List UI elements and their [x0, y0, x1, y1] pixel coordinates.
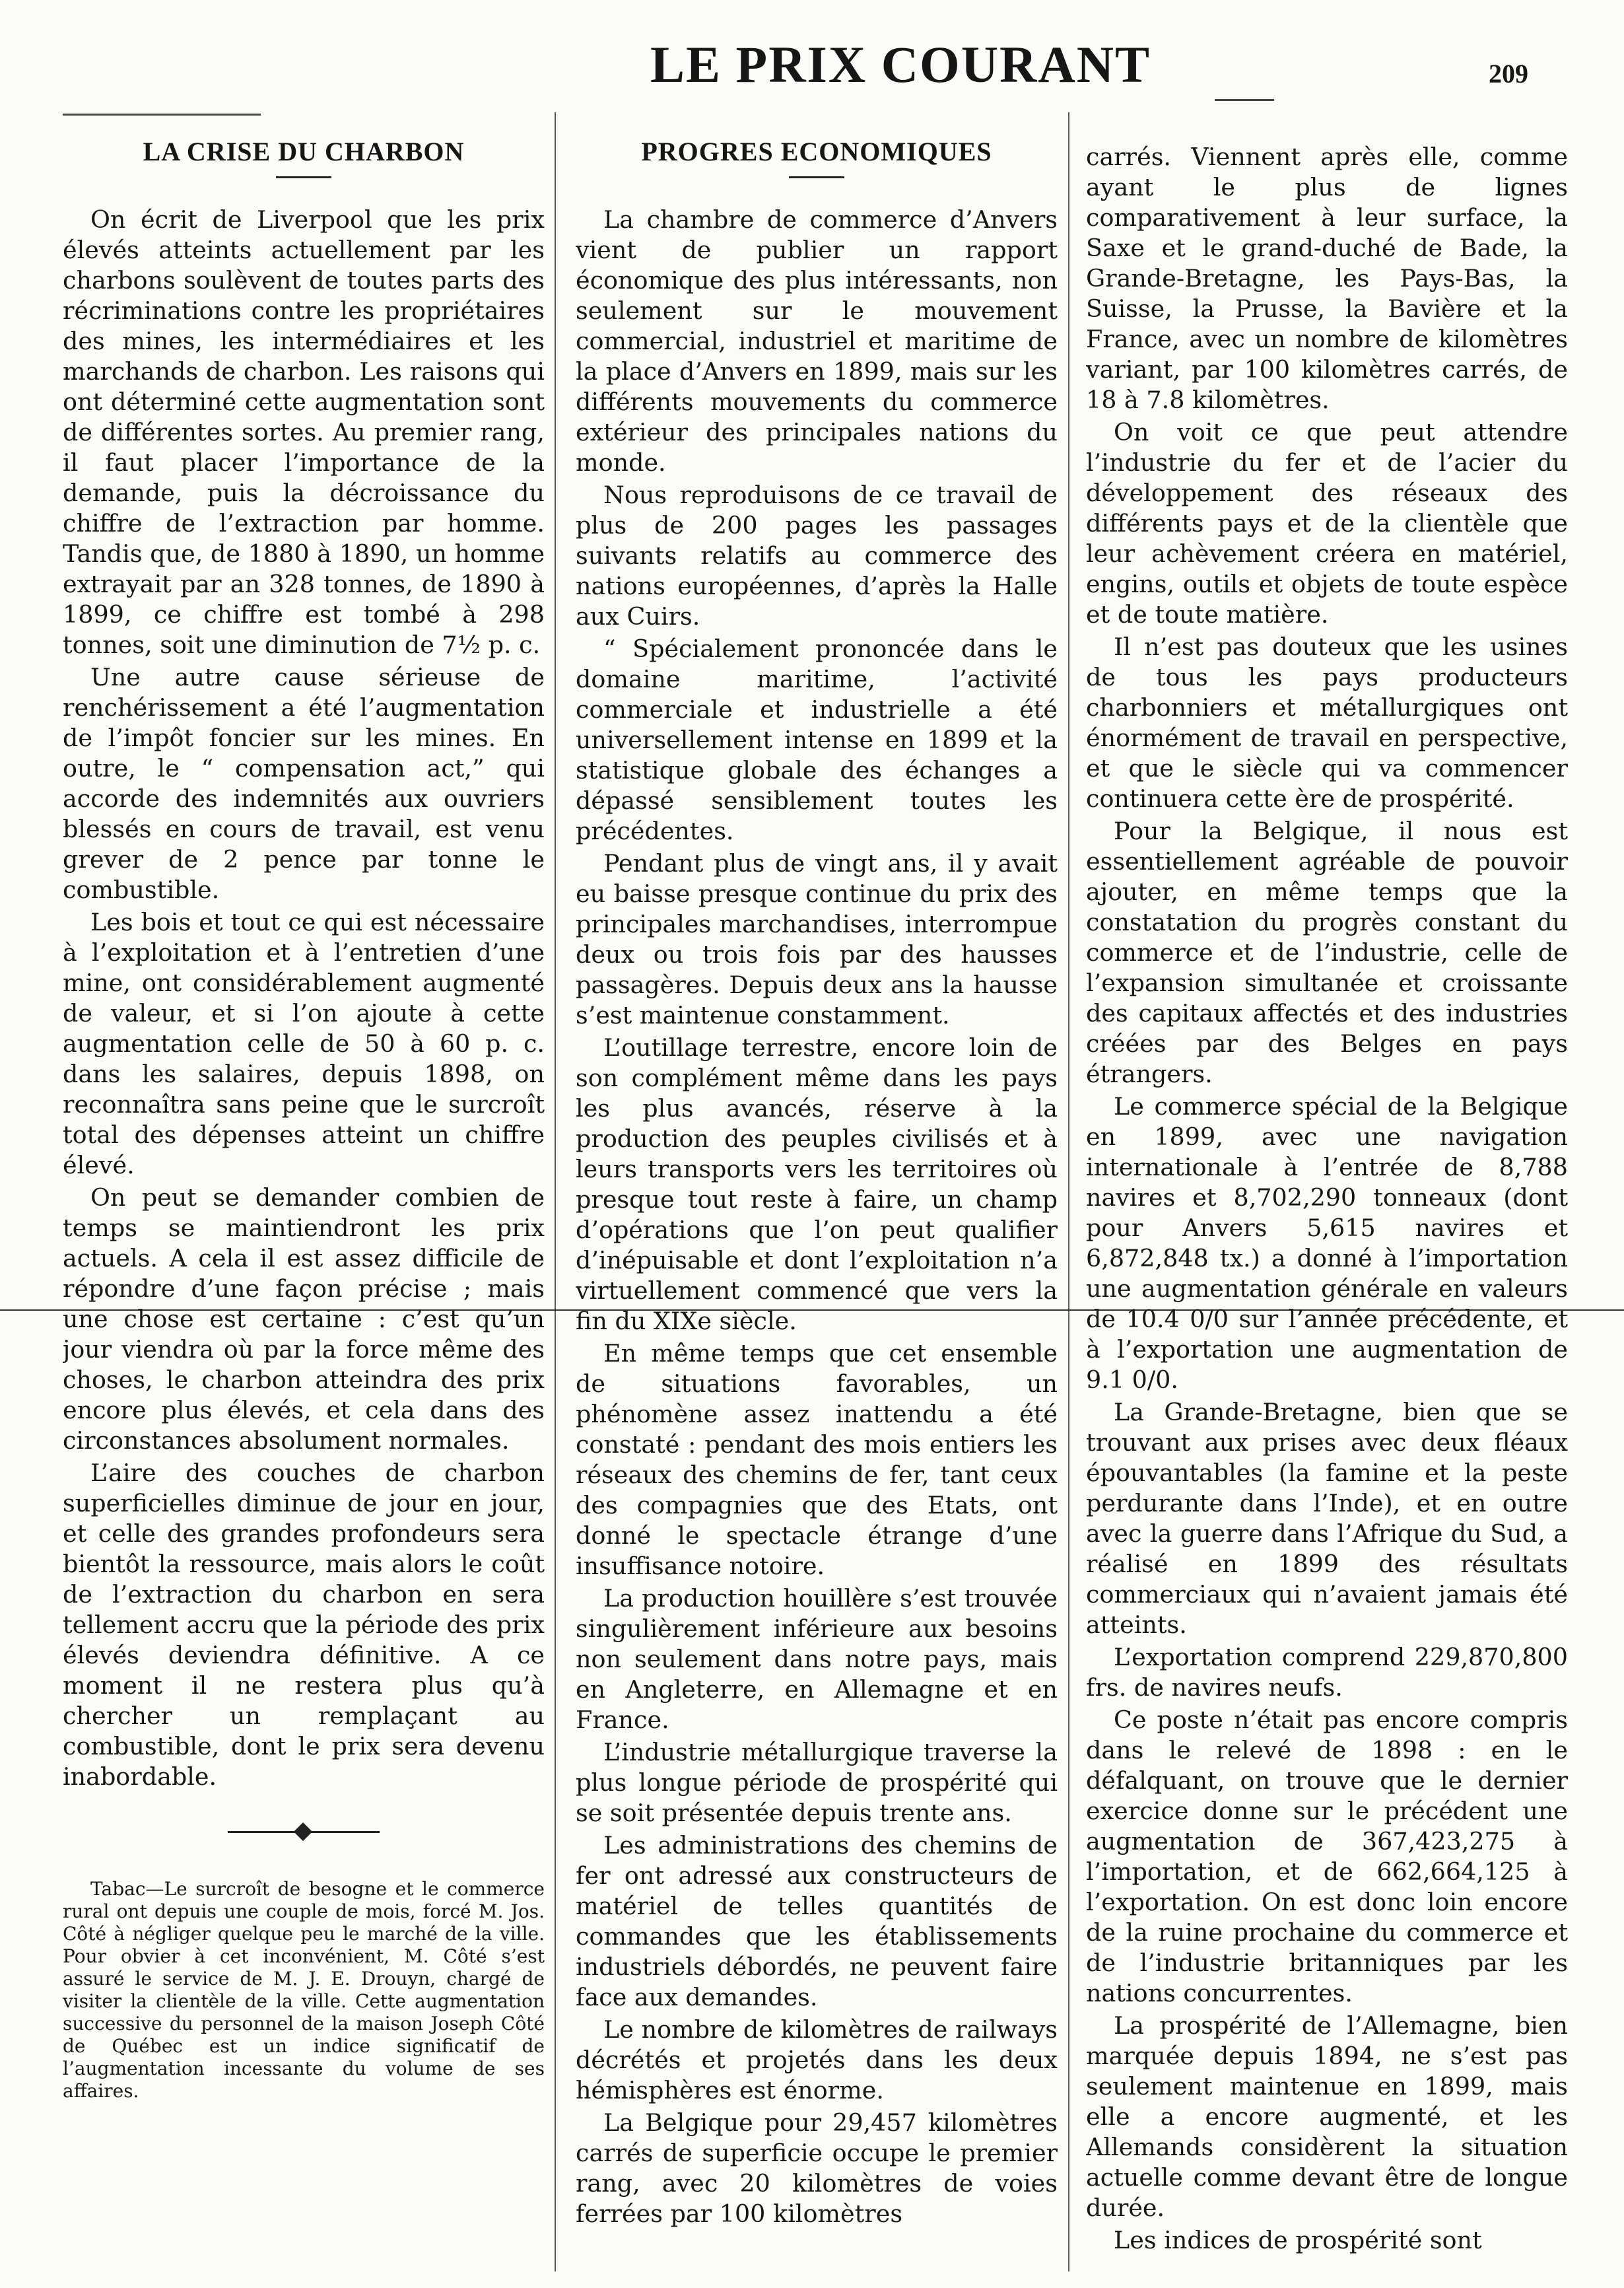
paragraph: Le commerce spécial de la Belgique en 1899, avec une navigation internationale à l’entrée de 8,788 navires et 8,702,290 tonneaux (dont pour Anvers 5,615 navires et 6,872,848 tx.) a donné à l’importation une augmentation générale en valeurs de 10.4 0/0 sur l’année précédente, et à l’exportation une augmentation de 9.1 0/0. [1086, 1092, 1568, 1394]
divider-ornament [228, 1825, 380, 1838]
paragraph: Le nombre de kilomètres de railways décrétés et projetés dans les deux hémisphères est énorme. [576, 2015, 1058, 2104]
paragraph: On voit ce que peut attendre l’industrie du fer et de l’acier du développement des réseaux des différents pays et de la clientèle que leur achèvement créera en matériel, engins, outils et objets de toute espèce et de toute matière. [1086, 418, 1568, 629]
page-number: 209 [1489, 59, 1528, 88]
paragraph: En même temps que cet ensemble de situations favorables, un phénomène assez inattendu a été constaté : pendant des mois entiers les réseaux des chemins de fer, tant ceux des compagnies que des Etats, ont donné le spectacle étrange d’une insuffisance notoire. [576, 1339, 1058, 1580]
paragraph: Nous reproduisons de ce travail de plus de 200 pages les passages suivants relatifs au commerce des nations européennes, d’après la Halle aux Cuirs. [576, 481, 1058, 631]
paragraph: L’aire des couches de charbon superficielles diminue de jour en jour, et celle des grandes profondeurs sera bientôt la ressource, mais alors le coût de l’extraction du charbon en sera tellement accru que la période des prix élevés deviendra définitive. A ce moment il ne restera plus qu’à chercher un remplaçant au combustible, dont le prix sera devenu inabordable. [63, 1459, 545, 1791]
paragraph: La production houillère s’est trouvée singulièrement inférieure aux besoins non seulement dans notre pays, mais en Angleterre, en Allemagne et en France. [576, 1584, 1058, 1734]
paragraph: L’exportation comprend 229,870,800 frs. de navires neufs. [1086, 1643, 1568, 1702]
paragraph: La Belgique pour 29,457 kilomètres carrés de superficie occupe le premier rang, avec 20 kilomètres de voies ferrées par 100 kilomètres [576, 2108, 1058, 2228]
paragraph: Les bois et tout ce qui est nécessaire à l’exploitation et à l’entretien d’une mine, ont considérablement augmenté de valeur, et si l’on ajoute à cette augmentation celle de 50 à 60 p. c. dans les salaires, depuis 1898, on reconnaîtra sans peine que le surcroît total des dépenses atteint un chiffre élevé. [63, 908, 545, 1179]
paragraph: Ce poste n’était pas encore compris dans le relevé de 1898 : en le défalquant, on trouve que le dernier exercice donne sur le précédent une augmentation de 367,423,275 à l’importation, et de 662,664,125 à l’exportation. On est donc loin encore de la ruine prochaine du commerce et de l’industrie britanniques par les nations concurrentes. [1086, 1706, 1568, 2007]
paragraph: “ Spécialement prononcée dans le domaine maritime, l’activité commerciale et industrielle a été universellement intense en 1899 et la statistique globale des échanges a dépassé sensiblement toutes les précédentes. [576, 635, 1058, 845]
column-rule-2 [1068, 112, 1069, 2271]
paragraph: L’industrie métallurgique traverse la plus longue période de prospérité qui se soit présentée depuis trente ans. [576, 1738, 1058, 1827]
paragraph: Pour la Belgique, il nous est essentiellement agréable de pouvoir ajouter, en même temps que la constatation du progrès constant du commerce et de l’industrie, celle de l’expansion simultanée et croissante des capitaux affectés et des industries créées par des Belges en pays étrangers. [1086, 817, 1568, 1088]
masthead: LE PRIX COURANT [650, 36, 1151, 93]
paragraph: Une autre cause sérieuse de renchérissement a été l’augmentation de l’impôt foncier sur les mines. En outre, le “ compensation act,” qui accorde des indemnités aux ouvriers blessés en cours de travail, est venu grever de 2 pence par tonne le combustible. [63, 663, 545, 904]
paragraph: Les administrations des chemins de fer ont adressé aux constructeurs de matériel de telles quantités de commandes que les établissements industriels débordés, ne peuvent faire face aux demandes. [576, 1831, 1058, 2011]
column-2 [576, 129, 1058, 2275]
paragraph: On peut se demander combien de temps se maintiendront les prix actuels. A cela il est assez difficile de répondre d’une façon précise ; mais une chose est certaine : c’est qu’un jour viendra où par la force même des choses, le charbon atteindra des prix encore plus élevés, et cela dans des circonstances absolument normales. [63, 1183, 545, 1455]
title-rule [276, 176, 331, 178]
paragraph-continued: carrés. Viennent après elle, comme ayant le plus de lignes comparativement à leur surface, la Saxe et le grand-duché de Bade, la Grande-Bretagne, les Pays-Bas, la Suisse, la Prusse, la Bavière et la France, avec un nombre de kilomètres variant, par 100 kilomètres carrés, de 18 à 7.8 kilomètres. [1086, 143, 1568, 414]
top-rule-left [63, 114, 261, 116]
article-title-crise-du-charbon: LA CRISE DU CHARBON [143, 137, 465, 166]
paragraph: Il n’est pas douteux que les usines de tous les pays producteurs charbonniers et métallurgiques ont énormément de travail en perspective, et que le siècle qui va commencer continuera cette ère de prospérité. [1086, 633, 1568, 813]
column-1 [63, 129, 545, 2275]
title-rule [789, 176, 844, 178]
tabac-note [63, 1878, 545, 2102]
paragraph: La prospérité de l’Allemagne, bien marquée depuis 1894, ne s’est pas seulement maintenue en 1899, mais elle a encore augmenté, et les Allemands considèrent la situation actuelle comme devant être de longue durée. [1086, 2011, 1568, 2222]
top-rule-right [1215, 99, 1274, 101]
paragraph: Les indices de prospérité sont [1114, 2226, 1482, 2254]
paragraph: La Grande-Bretagne, bien que se trouvant aux prises avec deux fléaux épouvantables (la famine et la peste perdurante dans l’Inde), et en outre avec la guerre dans l’Afrique du Sud, a réalisé en 1899 des résultats commerciaux qui n’avaient jamais été atteints. [1086, 1398, 1568, 1639]
article-title-progres-economiques: PROGRES ECONOMIQUES [641, 137, 992, 166]
column-rule-1 [555, 112, 556, 2271]
paragraph: La chambre de commerce d’Anvers vient de publier un rapport économique des plus intéressants, non seulement sur le mouvement commercial, industriel et maritime de la place d’Anvers en 1899, mais sur les différents mouvements du commerce extérieur des principales nations du monde. [576, 205, 1058, 477]
tabac-note-text: Tabac—Le surcroît de besogne et le commerce rural ont depuis une couple de mois, forcé M. Jos. Côté à négliger quelque peu le marché de la ville. Pour obvier à cet inconvénient, M. Côté s’est assuré le service de M. J. E. Drouyn, chargé de visiter la clientèle de la ville. Cette augmentation successive du personnel de la maison Joseph Côté de Québec est un indice significatif de l’augmentation incessante du volume de ses affaires. [63, 1878, 545, 2102]
column-3 [1086, 142, 1568, 2288]
paragraph: L’outillage terrestre, encore loin de son complément même dans les pays les plus avancés, réserve à la production des peuples civilisés et à leurs transports vers les territoires où presque tout reste à faire, un champ d’opérations que l’on peut qualifier d’inépuisable et dont l’exploitation n’a virtuellement commencé que vers la fin du XIXe siècle. [576, 1033, 1058, 1335]
paragraph: On écrit de Liverpool que les prix élevés atteints actuellement par les charbons soulèvent de toutes parts des récriminations contre les propriétaires des mines, les intermédiaires et les marchands de charbon. Les raisons qui ont déterminé cette augmentation sont de différentes sortes. Au premier rang, il faut placer l’importance de la demande, puis la décroissance du chiffre de l’extraction par homme. Tandis que, de 1880 à 1890, un homme extrayait par an 328 tonnes, de 1890 à 1899, ce chiffre est tombé à 298 tonnes, soit une diminution de 7½ p. c. [63, 205, 545, 659]
paragraph: Pendant plus de vingt ans, il y avait eu baisse presque continue du prix des principales marchandises, interrompue deux ou trois fois par des hausses passagères. Depuis deux ans la hausse s’est maintenue constamment. [576, 849, 1058, 1029]
